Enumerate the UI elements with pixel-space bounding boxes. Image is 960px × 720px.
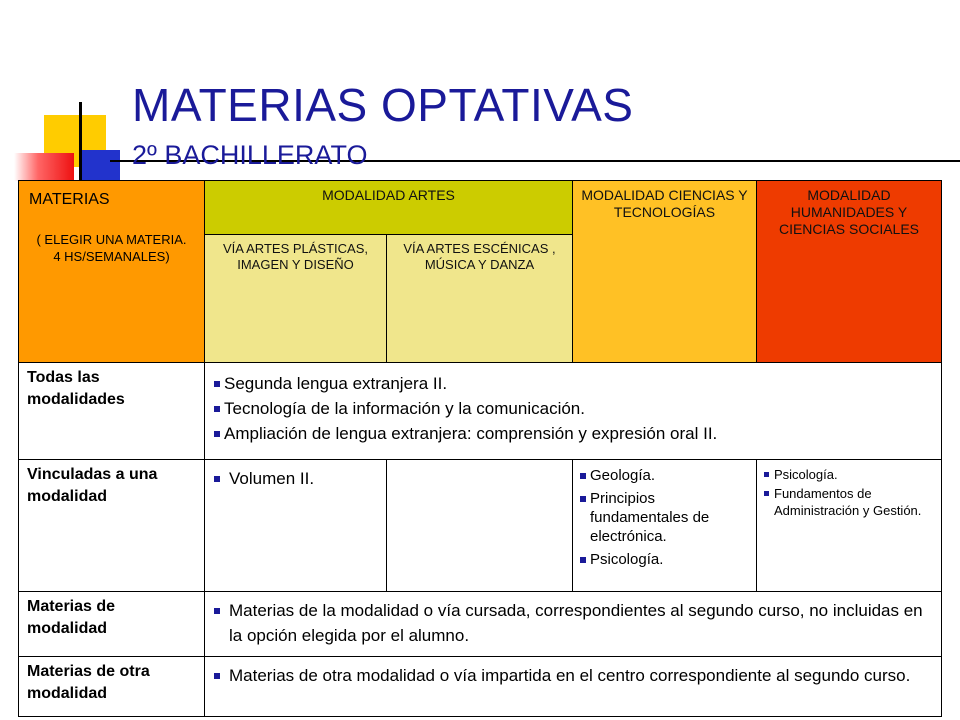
- list-item: Materias de la modalidad o vía cursada, correspondientes al segundo curso, no incluidas en la opción elegida por el alumno.: [213, 598, 933, 648]
- header-modalidad-ciencias: MODALIDAD CIENCIAS Y TECNOLOGÍAS: [573, 181, 757, 363]
- decor-red-bar: [14, 153, 74, 181]
- vinculadas-artes-escenicas: [387, 460, 573, 592]
- vinculadas-artes-plasticas: [205, 460, 387, 592]
- header-via-escenicas: VÍA ARTES ESCÉNICAS , MÚSICA Y DANZA: [387, 235, 573, 363]
- list-item: Volumen II.: [213, 466, 378, 491]
- list-item: Psicología.: [579, 550, 750, 569]
- list-item: Fundamentos de Administración y Gestión.: [763, 485, 935, 519]
- header-modalidad-artes: MODALIDAD ARTES: [205, 181, 573, 235]
- row-todas-content: [205, 363, 942, 460]
- header-materias-label: MATERIAS: [29, 191, 110, 208]
- vinculadas-humanidades-list: [763, 466, 935, 519]
- header-via-plasticas: VÍA ARTES PLÁSTICAS, IMAGEN Y DISEÑO: [205, 235, 387, 363]
- list-item: Principios fundamentales de electrónica.: [579, 489, 750, 546]
- row-label-otra-modalidad: Materias de otra modalidad: [19, 657, 205, 717]
- decor-blue-square: [80, 150, 120, 182]
- row-otra-modalidad-content: [205, 657, 942, 717]
- otra-modalidad-list: [213, 663, 933, 688]
- vinculadas-ciencias-list: [579, 466, 750, 569]
- list-item: Geología.: [579, 466, 750, 485]
- vinculadas-artes-list: [213, 466, 378, 491]
- list-item: Psicología.: [763, 466, 935, 483]
- materias-table: [18, 180, 942, 717]
- vinculadas-ciencias: [573, 460, 757, 592]
- list-item: Ampliación de lengua extranjera: comprensión y expresión oral II.: [213, 421, 933, 446]
- list-item: Tecnología de la información y la comunicación.: [213, 396, 933, 421]
- page-subtitle: 2º BACHILLERATO: [132, 140, 368, 170]
- list-item: Materias de otra modalidad o vía impartida en el centro correspondiente al segundo curso.: [213, 663, 933, 688]
- todas-list: [213, 371, 933, 446]
- materias-modalidad-list: [213, 598, 933, 648]
- decor-vertical-line: [79, 102, 82, 182]
- header-materias: [19, 181, 205, 363]
- row-label-vinculadas: Vinculadas a una modalidad: [19, 460, 205, 592]
- row-materias-modalidad-content: [205, 592, 942, 657]
- header-modalidad-humanidades: MODALIDAD HUMANIDADES Y CIENCIAS SOCIALES: [757, 181, 942, 363]
- vinculadas-humanidades: [757, 460, 942, 592]
- row-label-materias-modalidad: Materias de modalidad: [19, 592, 205, 657]
- list-item: Segunda lengua extranjera II.: [213, 371, 933, 396]
- row-label-todas: Todas las modalidades: [19, 363, 205, 460]
- header-materias-note: ( ELEGIR UNA MATERIA. 4 HS/SEMANALES): [36, 232, 187, 264]
- page-title: MATERIAS OPTATIVAS: [132, 79, 634, 131]
